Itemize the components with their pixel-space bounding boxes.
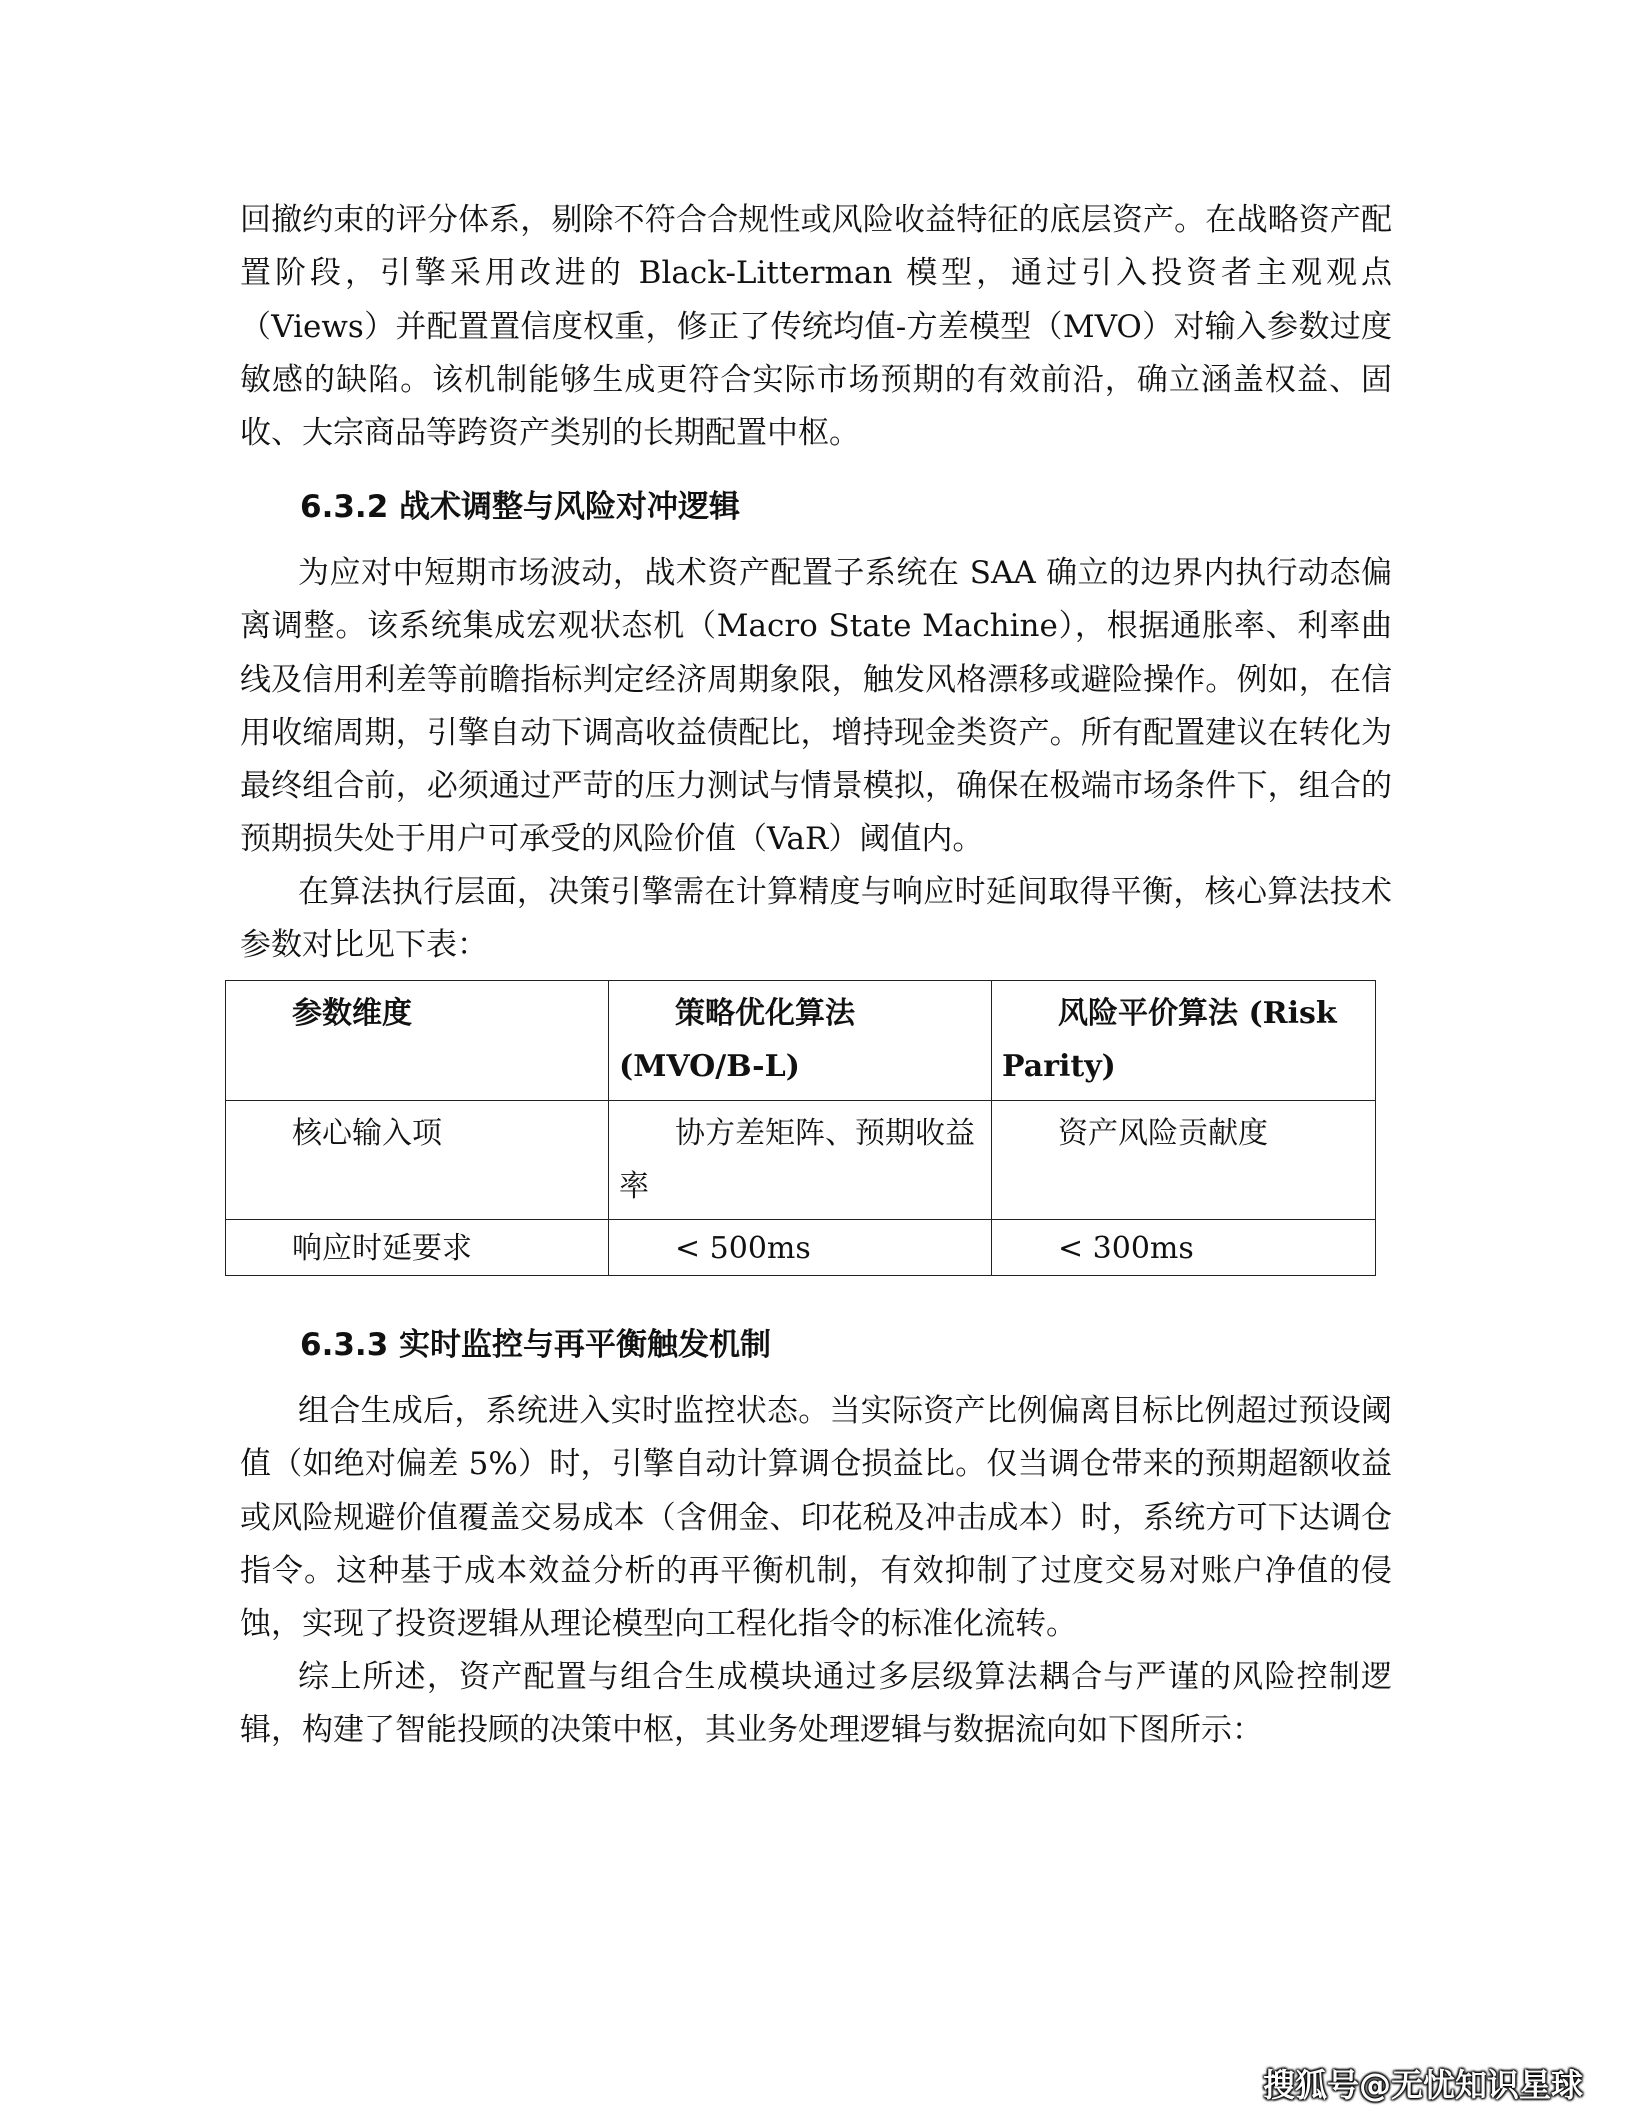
paragraph-realtime-monitoring: 组合生成后，系统进入实时监控状态。当实际资产比例偏离目标比例超过预设阈值（如绝对偏差 5%）时，引擎自动计算调仓损益比。仅当调仓带来的预期超额收益或风险规避价值覆盖交易成本（含佣金、印花税及冲击成本）时，系统方可下达调仓指令。这种基于成本效益分析的再平衡机制，有效抑制了过度交易对账户净值的侵蚀，实现了投资逻辑从理论模型向工程化指令的标准化流转。 — [240, 1393, 1392, 1643]
paragraph-intro: 回撤约束的评分体系，剔除不符合合规性或风险收益特征的底层资产。在战略资产配置阶段，引擎采用改进的 Black-Litterman 模型，通过引入投资者主观观点（Views）并配置置信度权重，修正了传统均值-方差模型（MVO）对输入参数过度敏感的缺陷。该机制能够生成更符合实际市场预期的有效前沿，确立涵盖权益、固收、大宗商品等跨资产类别的长期配置中枢。 — [240, 202, 1393, 452]
section-heading-6-3-2: 6.3.2 战术调整与风险对冲逻辑 — [300, 489, 741, 525]
algorithm-parameter-table — [225, 980, 1376, 1276]
watermark-text: 搜狐号@无忧知识星球 — [1262, 2066, 1583, 2104]
table-header-row — [226, 981, 1376, 1101]
paragraph-summary: 综上所述，资产配置与组合生成模块通过多层级算法耦合与严谨的风险控制逻辑，构建了智能投顾的决策中枢，其业务处理逻辑与数据流向如下图所示： — [240, 1659, 1392, 1749]
paragraph-algorithm-balance: 在算法执行层面，决策引擎需在计算精度与响应时延间取得平衡，核心算法技术参数对比见下表： — [240, 874, 1392, 964]
table-header-cell: 参数维度 — [226, 981, 609, 1101]
table-cell: 响应时延要求 — [226, 1220, 609, 1276]
table-cell: 核心输入项 — [226, 1100, 609, 1220]
table-row — [226, 1100, 1376, 1220]
table-header-cell: 策略优化算法 (MVO/B-L) — [609, 981, 992, 1101]
table-header-cell: 风险平价算法 (Risk Parity) — [992, 981, 1376, 1101]
paragraph-tactical-adjustment: 为应对中短期市场波动，战术资产配置子系统在 SAA 确立的边界内执行动态偏离调整。该系统集成宏观状态机（Macro State Machine），根据通胀率、利率曲线及信用利差等前瞻指标判定经济周期象限，触发风格漂移或避险操作。例如，在信用收缩周期，引擎自动下调高收益债配比，增持现金类资产。所有配置建议在转化为最终组合前，必须通过严苛的压力测试与情景模拟，确保在极端市场条件下，组合的预期损失处于用户可承受的风险价值（VaR）阈值内。 — [240, 555, 1392, 858]
table-cell: 资产风险贡献度 — [992, 1100, 1376, 1220]
table-cell: 协方差矩阵、预期收益率 — [609, 1100, 992, 1220]
table-cell: < 300ms — [992, 1220, 1376, 1276]
table-row — [226, 1220, 1376, 1276]
section-heading-6-3-3: 6.3.3 实时监控与再平衡触发机制 — [300, 1327, 772, 1363]
table-cell: < 500ms — [609, 1220, 992, 1276]
